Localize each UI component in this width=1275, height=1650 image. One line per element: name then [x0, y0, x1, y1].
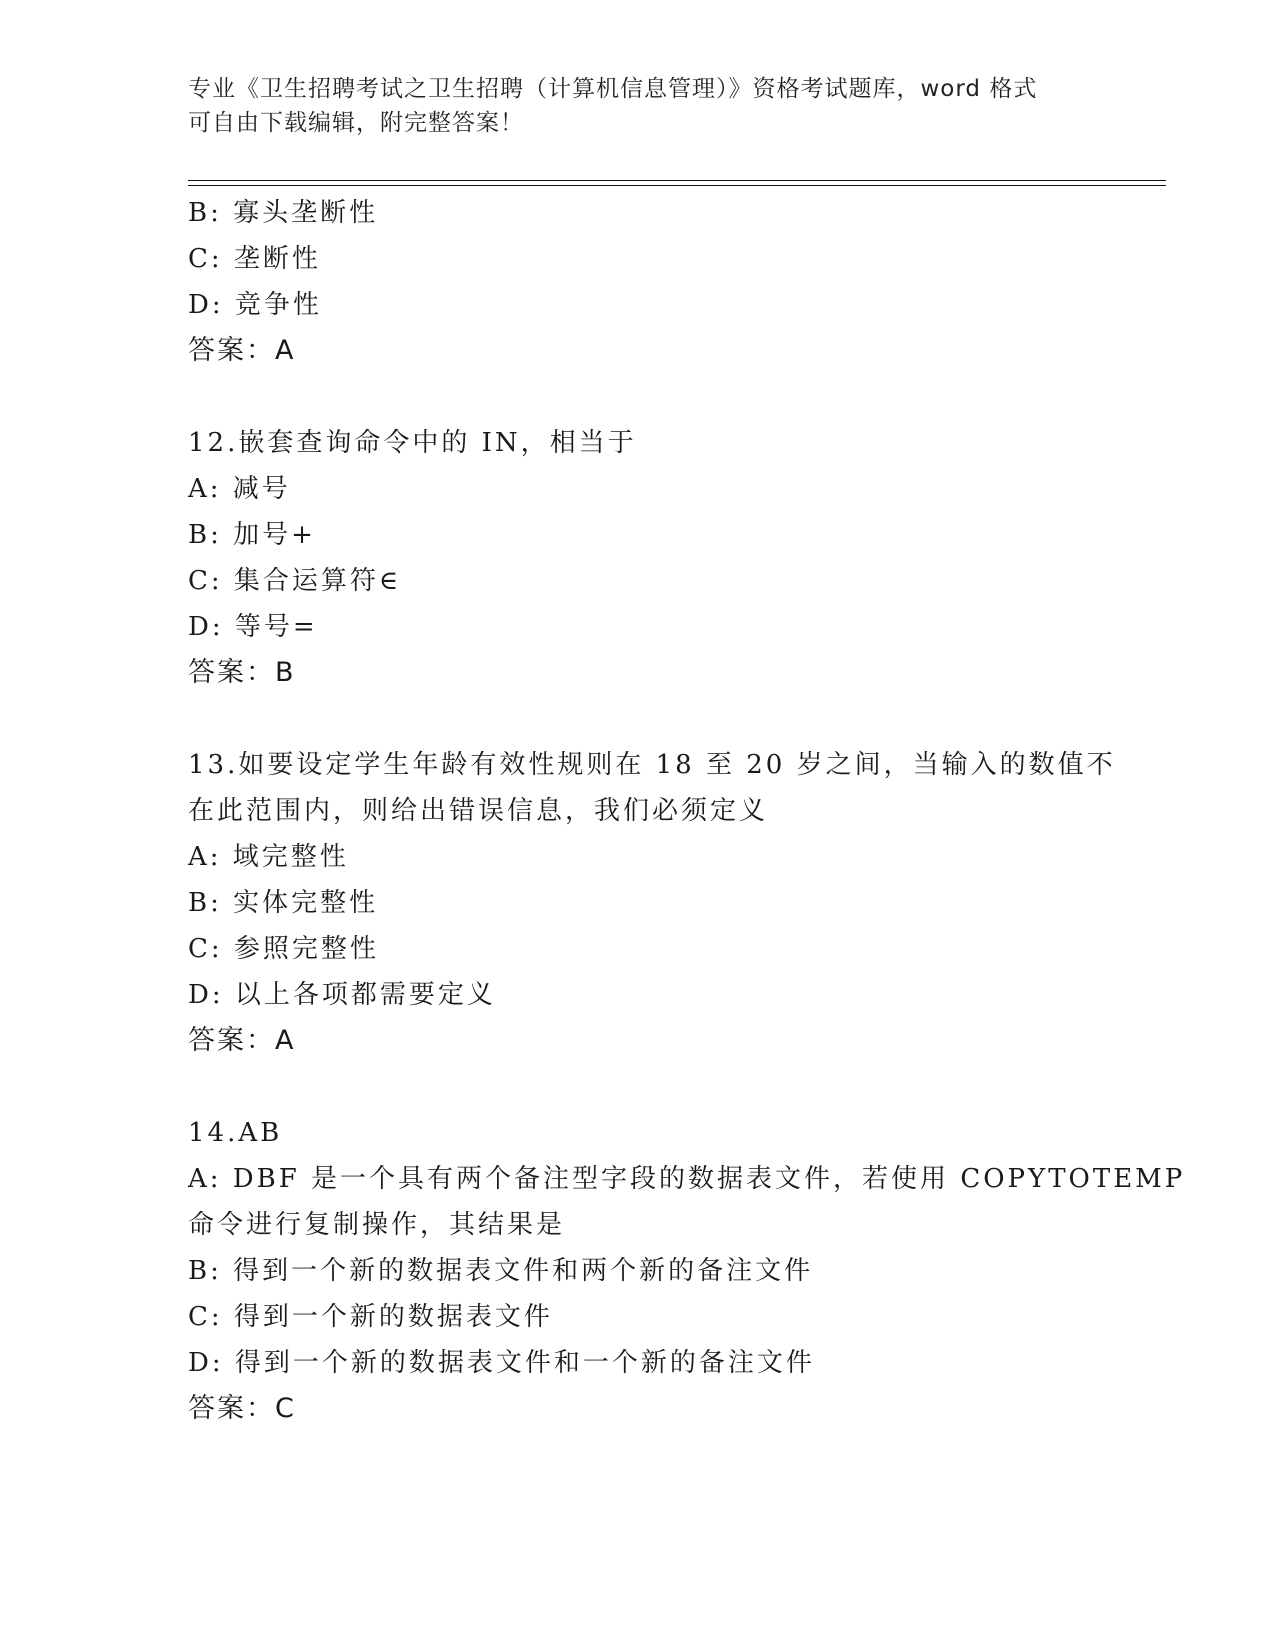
q11-option-b: B: 寡头垄断性 [188, 198, 379, 228]
q14-option-d: D: 得到一个新的数据表文件和一个新的备注文件 [188, 1348, 815, 1378]
q13-option-a: A: 域完整性 [188, 842, 349, 872]
header-divider-top [188, 180, 1166, 181]
q14-option-a-line-1: A: DBF 是一个具有两个备注型字段的数据表文件，若使用 COPYTOTEMP [188, 1164, 1186, 1194]
q13-option-c: C: 参照完整性 [188, 934, 379, 964]
header-line-2: 可自由下载编辑，附完整答案！ [188, 110, 524, 136]
spacer [188, 696, 1088, 742]
q12-answer: 答案：B [188, 657, 296, 688]
q14-option-c: C: 得到一个新的数据表文件 [188, 1302, 553, 1332]
question-12-block [188, 420, 1088, 696]
spacer [188, 374, 1088, 420]
question-13-block [188, 742, 1116, 1064]
q13-option-b: B: 实体完整性 [188, 888, 379, 918]
q12-option-a: A: 减号 [188, 474, 291, 504]
q11-option-d: D: 竞争性 [188, 290, 322, 320]
spacer [188, 1064, 1088, 1110]
header-line-1: 专业《卫生招聘考试之卫生招聘（计算机信息管理）》资格考试题库，word 格式 [188, 76, 1038, 102]
q13-option-d: D: 以上各项都需要定义 [188, 980, 496, 1010]
q11-option-c: C: 垄断性 [188, 244, 321, 274]
q12-option-b: B: 加号+ [188, 520, 316, 550]
q14-option-b: B: 得到一个新的数据表文件和两个新的备注文件 [188, 1256, 814, 1286]
q12-question: 12.嵌套查询命令中的 IN，相当于 [188, 428, 637, 458]
q13-answer: 答案：A [188, 1025, 296, 1056]
q14-question: 14.AB [188, 1118, 283, 1148]
document-header [188, 72, 1088, 140]
question-14-block [188, 1110, 1186, 1432]
q14-option-a-line-2: 命令进行复制操作，其结果是 [188, 1210, 566, 1240]
question-11-block [188, 190, 1088, 374]
q13-question-line-1: 13.如要设定学生年龄有效性规则在 18 至 20 岁之间，当输入的数值不 [188, 750, 1116, 780]
header-divider-bottom [188, 185, 1166, 186]
q11-answer: 答案：A [188, 335, 296, 366]
q13-question-line-2: 在此范围内，则给出错误信息，我们必须定义 [188, 796, 769, 826]
question-list [188, 190, 1186, 1432]
q12-option-d: D: 等号= [188, 612, 318, 642]
q12-option-c: C: 集合运算符∈ [188, 566, 402, 596]
q14-answer: 答案：C [188, 1393, 296, 1424]
